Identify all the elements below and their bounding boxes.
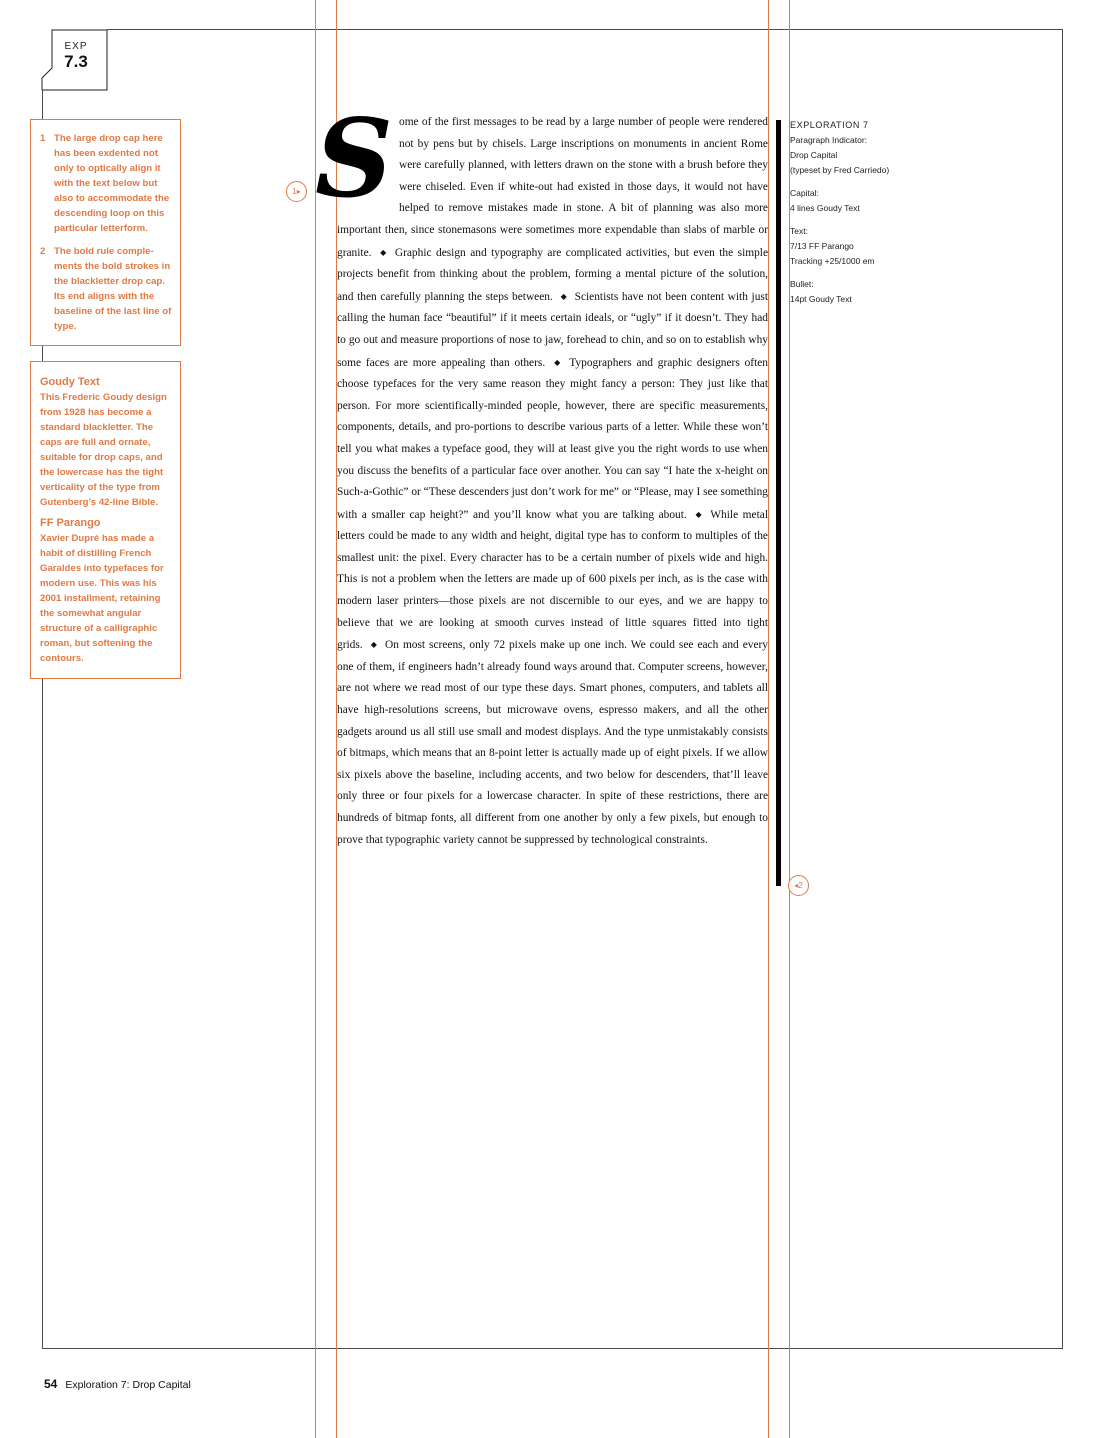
spec-group [790,118,930,178]
spec-value: Tracking +25/1000 em [790,256,875,266]
bullet-icon: ◆ [552,357,563,367]
drop-capital: S [315,96,393,222]
paragraph: On most screens, only 72 pixels make up one inch. We could see each and every one of them, if engineers hadn’t already found ways around that. Computer screens, however, are not where we read most of our type these days. Smart phones, computers, and tablets all have high-resolutions screens, but microwave ovens, espresso makers, and all the other gadgets around us all still use small and modest displays. And the type unmistakably consists of bitmaps, which means that an 8-point letter is actually made up of eight pixels. If we allow six pixels above the baseline, including accents, and two below for descenders, that’ll leave only three or four pixels for a lowercase character. In spite of these restrictions, there are hundreds of bitmap fonts, all different from one another by only a few pixels, but enough to prove that typographic variety cannot be suppressed by technological constraints. [337,639,768,846]
note-text: The bold rule comple-ments the bold strokes in the blackletter drop cap. Its end aligns with the baseline of the last line of type. [54,246,172,332]
fonts-box [30,361,181,679]
marker-number: 1 [292,187,297,196]
note-item [40,131,172,236]
spec-label: Text: [790,226,808,236]
spec-group [790,224,930,269]
frame-right [1062,29,1063,1349]
spec-column [790,118,930,315]
notes-box [30,119,181,346]
spec-group [790,186,930,216]
note-marker-1: 1▸ [286,181,307,202]
body-text [315,96,769,851]
bullet-icon: ◆ [559,291,568,301]
paragraph: While metal letters could be made to any width and height, digital type has to conform to multiples of the smallest unit: the pixel. Every character has to be a certain number of pixels wide and high. This is not a problem when the letters are made up of 600 pixels per inch, as is the case with modern laser printers—those pixels are not discernible to our eyes, and we are happy to believe that we are looking at smooth curves instead of little squares fitted into tight grids. [337,508,768,652]
font-description: Xavier Dupré has made a habit of distilling French Garaldes into typefaces for modern use. This was his 2001 installment, retaining the somewhat angular structure of a calligraphic roman, but softening the contours. [40,533,164,664]
spec-note: (typeset by Fred Carriedo) [790,165,890,175]
bullet-icon: ◆ [693,509,704,519]
page-footer [44,1377,191,1391]
marker-number: 2 [798,881,803,890]
spec-value: 4 lines Goudy Text [790,203,860,213]
spec-value: 7/13 FF Parango [790,241,854,251]
frame-bottom [42,1348,1063,1349]
spec-value: 14pt Goudy Text [790,294,852,304]
guide-line [768,0,769,1438]
note-marker-2: ◂2 [788,875,809,896]
spec-label: Capital: [790,188,819,198]
note-text: The large drop cap here has been exdented not only to optically align it with the text below but also to accommodate the descending loop on this particular letterform. [54,133,170,234]
font-description: This Frederic Goudy design from 1928 has become a standard blackletter. The caps are full and ornate, suitable for drop caps, and the lowercase has the tight verticality of the type from Gutenberg’s 42-line Bible. [40,392,167,508]
paragraph: ome of the first messages to be read by a large number of people were rendered not by pens but by chisels. Large inscriptions on monuments in ancient Rome were carefully planned, with letters drawn on the stone with a brush before they were chiseled. Even if white-out had existed in those days, it would not have helped to remove mistakes made in stone. A bit of planning was also more important then, since stonemasons were sometimes more expendable than slabs of marble or granite. [337,116,768,259]
tab-label: EXP [64,41,88,52]
spec-label: Bullet: [790,279,814,289]
bullet-icon: ◆ [369,640,379,650]
note-number: 2 [40,246,46,257]
paragraph: Graphic design and typography are complicated activities, but even the simple projects benefit from thinking about the problem, forming a mental picture of the solution, and then carefully planning the steps between. [337,246,769,303]
tab-number: 7.3 [64,52,88,71]
bold-rule [776,120,781,886]
spec-value: Drop Capital [790,150,838,160]
spec-label: Paragraph Indicator: [790,135,868,145]
paragraph: Scientists have not been content with just calling the human face “beautiful” if it meets certain ideals, or “ugly” if it doesn’t. They had to go out and measure proportions of nose to jaw, forehead to chin, and so on to establish why some faces are more appealing than others. [337,290,769,369]
exp-tab [0,0,1107,120]
note-item [40,244,172,334]
page-number: 54 [44,1377,58,1391]
spec-title: EXPLORATION 7 [790,120,869,130]
font-name: Goudy Text [40,376,100,388]
bullet-icon: ◆ [378,247,388,257]
font-name: FF Parango [40,517,101,529]
paragraph: Typographers and graphic designers often choose typefaces for the very same reason they might fancy a person: They just like that person. For more scientifically-minded people, however, there are specific measurements, components, details, and pro-portions to describe various parts of a letter. While these won’t tell you what makes a typeface good, they will at least give you the right words to use when you discuss the benefits of a particular face over another. You can say “I hate the x-height on Such-a-Gothic” or “These descenders just don’t work for me” or “Please, may I see something with a smaller cap height?” and you’ll know what you are talking about. [337,356,768,521]
note-number: 1 [40,133,46,144]
footer-title: Exploration 7: Drop Capital [65,1379,191,1391]
spec-group [790,277,930,307]
